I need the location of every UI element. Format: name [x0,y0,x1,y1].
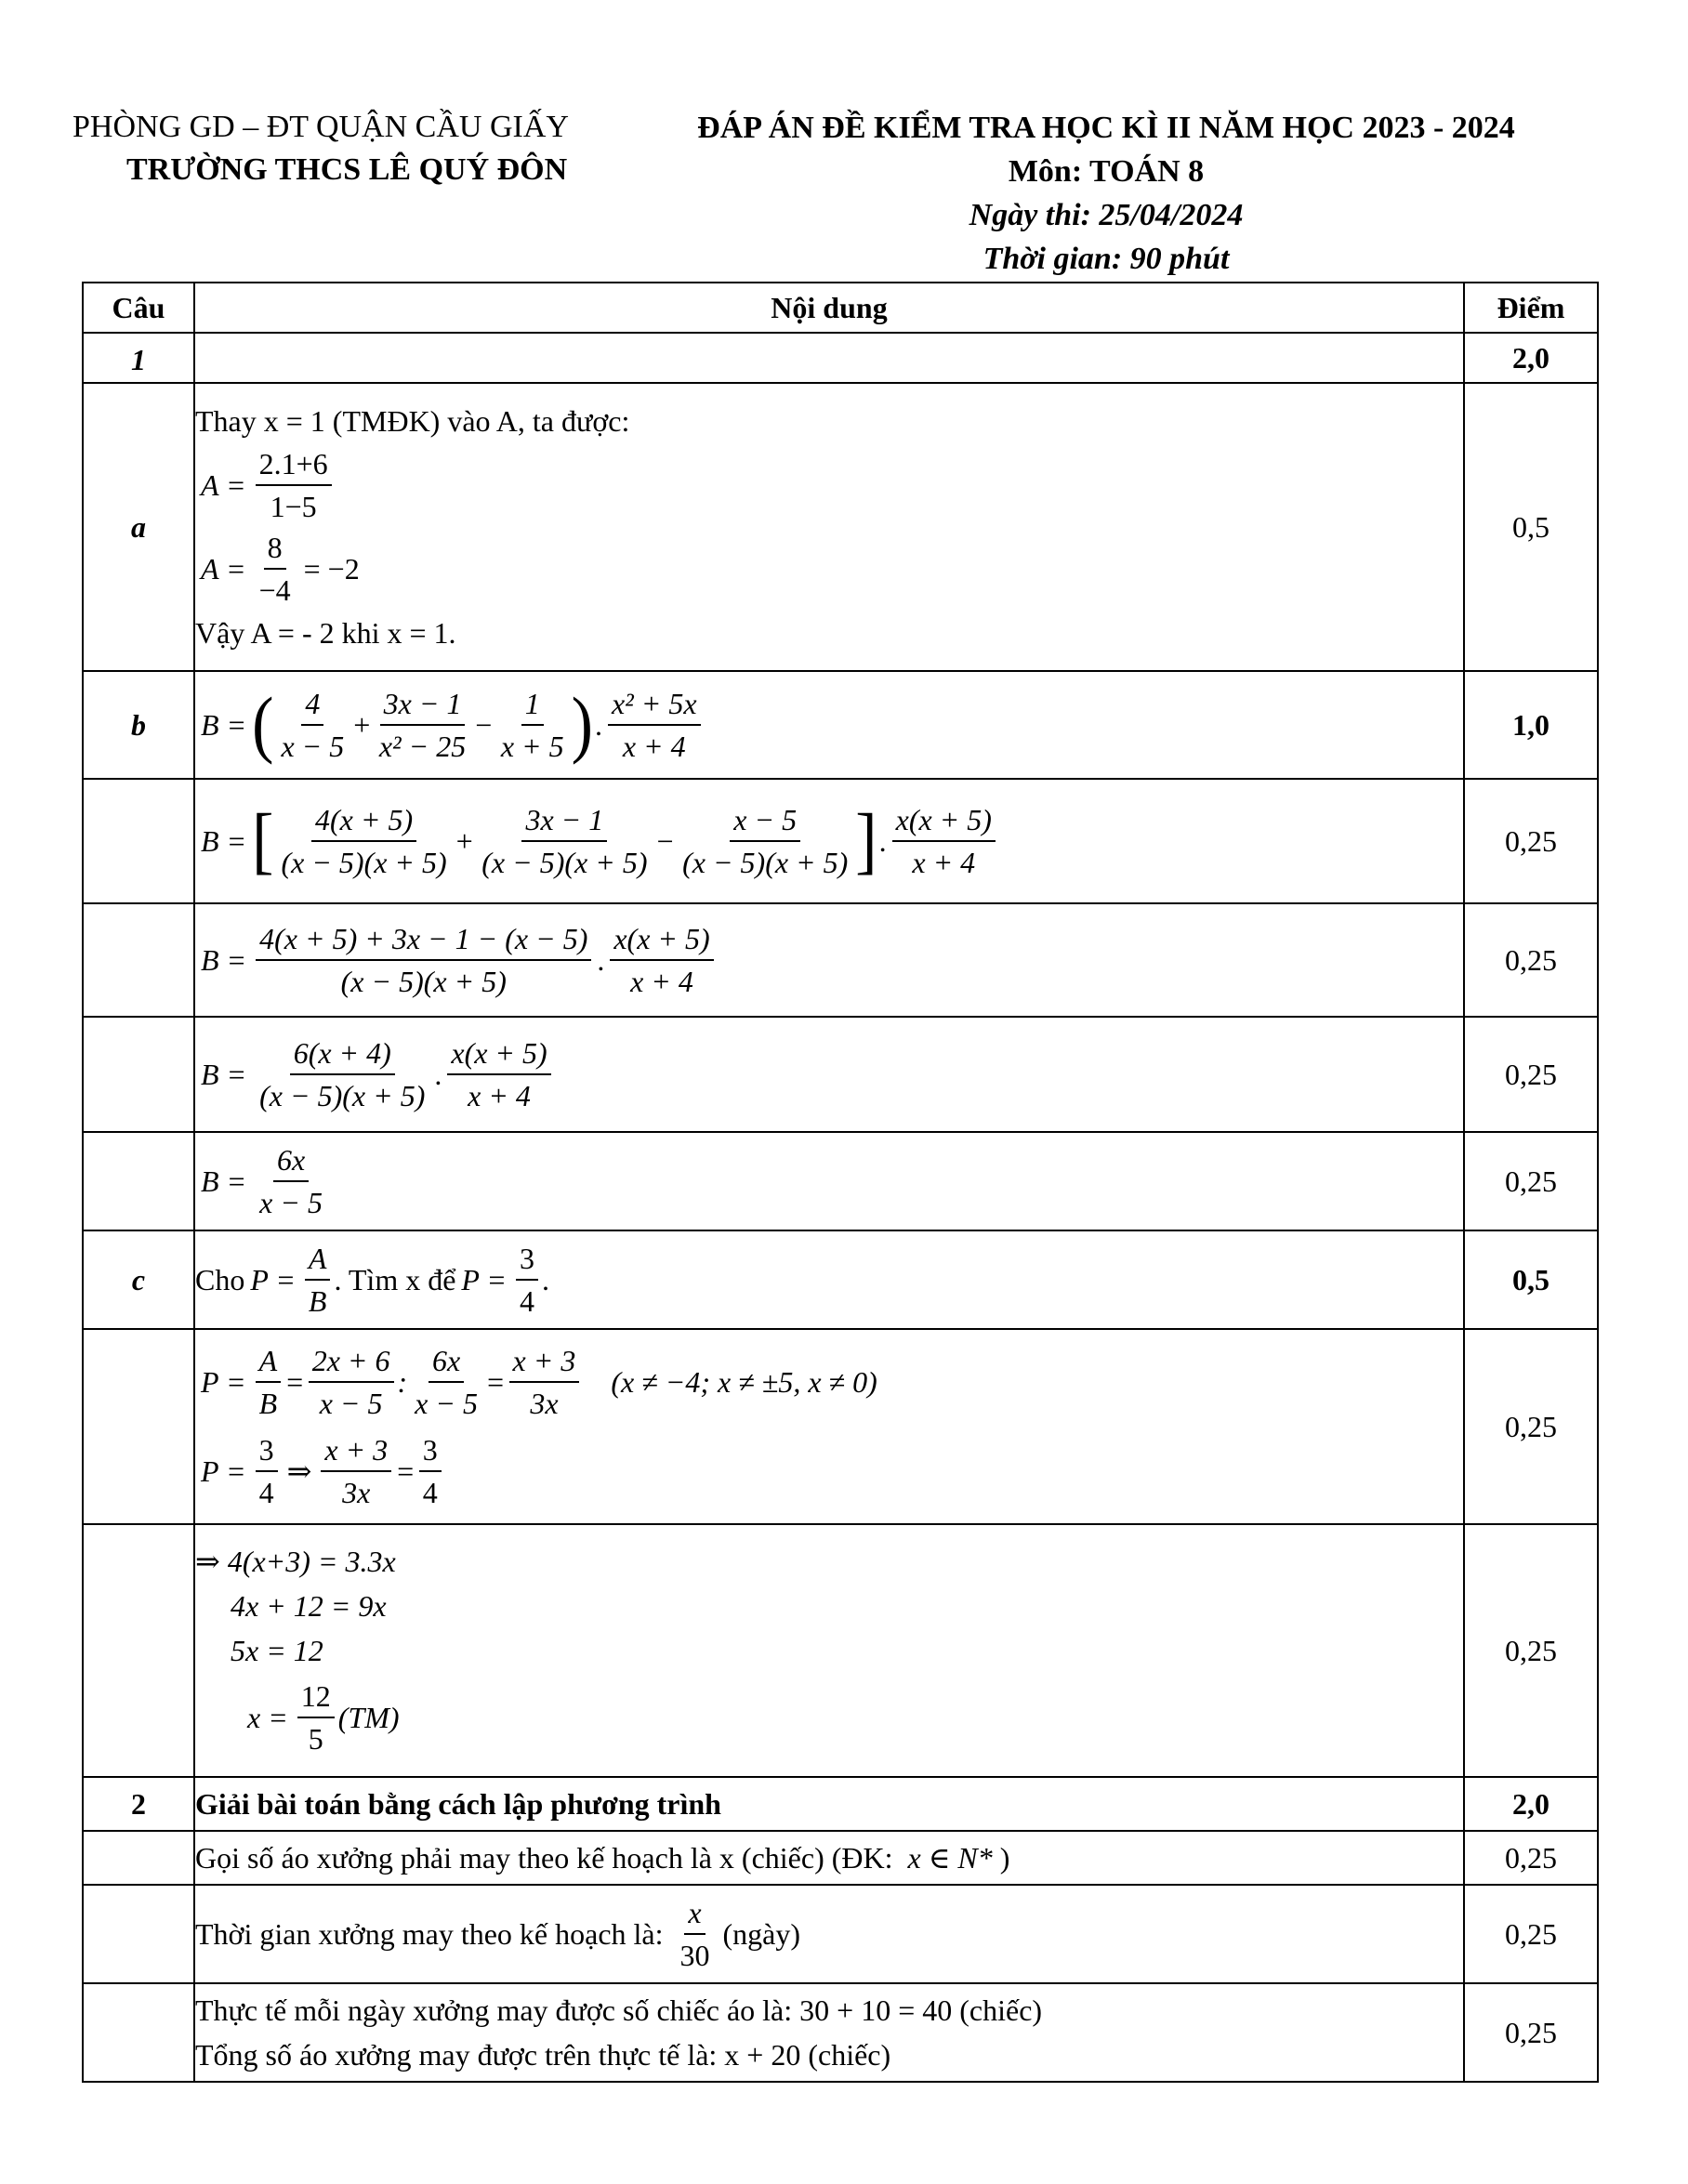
table-row [83,383,1598,671]
q1c-step1-score: 0,25 [1464,1329,1598,1524]
table-row [83,1983,1598,2082]
q2-row2-score: 0,25 [1464,1885,1598,1983]
exam-subject: Môn: TOÁN 8 [1008,154,1205,189]
col-noidung: Nội dung [194,283,1464,333]
q1c-step2: ⇒ 4(x+3) = 3.3x 4x + 12 = 9x 5x = 12 x = $\frac{12}{5}$ (TM) [194,1524,1464,1777]
q1a-score: 0,5 [1464,383,1598,671]
col-diem: Điểm [1464,283,1598,333]
exam-date: Ngày thi: 25/04/2024 [969,198,1244,232]
table-row [83,779,1598,903]
exam-duration: Thời gian: 90 phút [982,242,1230,276]
fraction: $\frac{8}{-4}$ [258,531,291,607]
table-row [83,1329,1598,1524]
q1c-step1: P = $\frac{A}{B}$ = $\frac{2x + 6}{x - 5}$ : $\frac{6x}{x - 5}$ = $\frac{x + 3}{3x}$ (x ≠ −4; x ≠ ±5, x ≠ 0) P = $\frac{3}{4}$ ⇒ $\frac{x + 3}{3x}$ = $\frac{3}{4}$ [194,1329,1464,1524]
q1c-label: c [83,1230,194,1329]
q1b-step2-score: 0,25 [1464,903,1598,1017]
q1c-step2-score: 0,25 [1464,1524,1598,1777]
table-row [83,1230,1598,1329]
exam-title: ĐÁP ÁN ĐỀ KIỂM TRA HỌC KÌ II NĂM HỌC 2023 - 2024 [697,111,1515,145]
table-row [83,1524,1598,1777]
q1b-score: 1,0 [1464,671,1598,779]
q2-row1: Gọi số áo xưởng phải may theo kế hoạch là x (chiếc) (ĐK: x ∈ N* ) [194,1831,1464,1885]
q1b-step1-score: 0,25 [1464,779,1598,903]
q1b-step2: B = $\frac{4(x + 5) + 3x - 1 - (x - 5)}{(x - 5)(x + 5)}$ . $\frac{x(x + 5)}{x + 4}$ [194,903,1464,1017]
table-row [83,1885,1598,1983]
school-name: TRƯỜNG THCS LÊ QUÝ ĐÔN [126,152,568,187]
q2-score: 2,0 [1464,1777,1598,1831]
condition: (x ≠ −4; x ≠ ±5, x ≠ 0) [611,1364,877,1399]
q1b-step4-score: 0,25 [1464,1132,1598,1230]
q1-score: 2,0 [1464,333,1598,383]
table-row [83,903,1598,1017]
q1b-step1: B = [ $\frac{4(x + 5)}{(x - 5)(x + 5)}$ + $\frac{3x - 1}{(x - 5)(x + 5)}$ − $\frac{x - 5}{(x - 5)(x + 5)}$ ] . $\frac{x(x + 5)}{x + 4}$ [194,779,1464,903]
q1a-eq2: A = $\frac{8}{-4}$ = −2 [201,531,360,607]
q1a-line1: Thay x = 1 (TMĐK) vào A, ta được: [195,404,630,438]
q1a-label: a [83,383,194,671]
q2-row3: Thực tế mỗi ngày xưởng may được số chiếc áo là: 30 + 10 = 40 (chiếc) Tổng số áo xưởng may được trên thực tế là: x + 20 (chiếc) [194,1983,1464,2082]
table-header-row [83,283,1598,333]
q1a-line4: Vậy A = - 2 khi x = 1. [195,616,456,650]
q2-title: Giải bài toán bằng cách lập phương trình [194,1777,1464,1831]
table-row [83,1831,1598,1885]
q1b-step4: B = $\frac{6x}{x - 5}$ [194,1132,1464,1230]
q2-label: 2 [83,1777,194,1831]
answer-table [82,282,1599,2083]
q1a-eq1: A = $\frac{2.1+6}{1-5}$ [195,443,1463,527]
table-row [83,671,1598,779]
q1c-score: 0,5 [1464,1230,1598,1329]
table-row [83,1017,1598,1132]
fraction: $\frac{2.1+6}{1-5}$ [256,445,332,525]
q2-row1-score: 0,25 [1464,1831,1598,1885]
table-row [83,1132,1598,1230]
col-cau: Câu [83,283,194,333]
q2-row2: Thời gian xưởng may theo kế hoạch là: $\frac{x}{30}$ (ngày) [194,1885,1464,1983]
q1a-content [194,383,1464,671]
q1b-expr: B = ( $\frac{4}{x - 5}$ + $\frac{3x - 1}{\text{x² − 25}}$ − $\frac{1}{x + 5}$ ) . $\frac{\text{x² + 5x}}{x + 4}$ [194,671,1464,779]
q2-row3-score: 0,25 [1464,1983,1598,2082]
department-name: PHÒNG GD – ĐT QUẬN CẦU GIẤY [73,110,569,144]
table-row [83,1777,1598,1831]
table-row [83,333,1598,383]
q1b-label: b [83,671,194,779]
q1-label: 1 [83,333,194,383]
q1c-intro: Cho P = $\frac{A}{B}$ . Tìm x để P = $\frac{3}{4}$ . [194,1230,1464,1329]
exam-header [669,106,1543,281]
q1b-step3-score: 0,25 [1464,1017,1598,1132]
q1b-step3: B = $\frac{6(x + 4)}{(x - 5)(x + 5)}$ . $\frac{x(x + 5)}{x + 4}$ [194,1017,1464,1132]
